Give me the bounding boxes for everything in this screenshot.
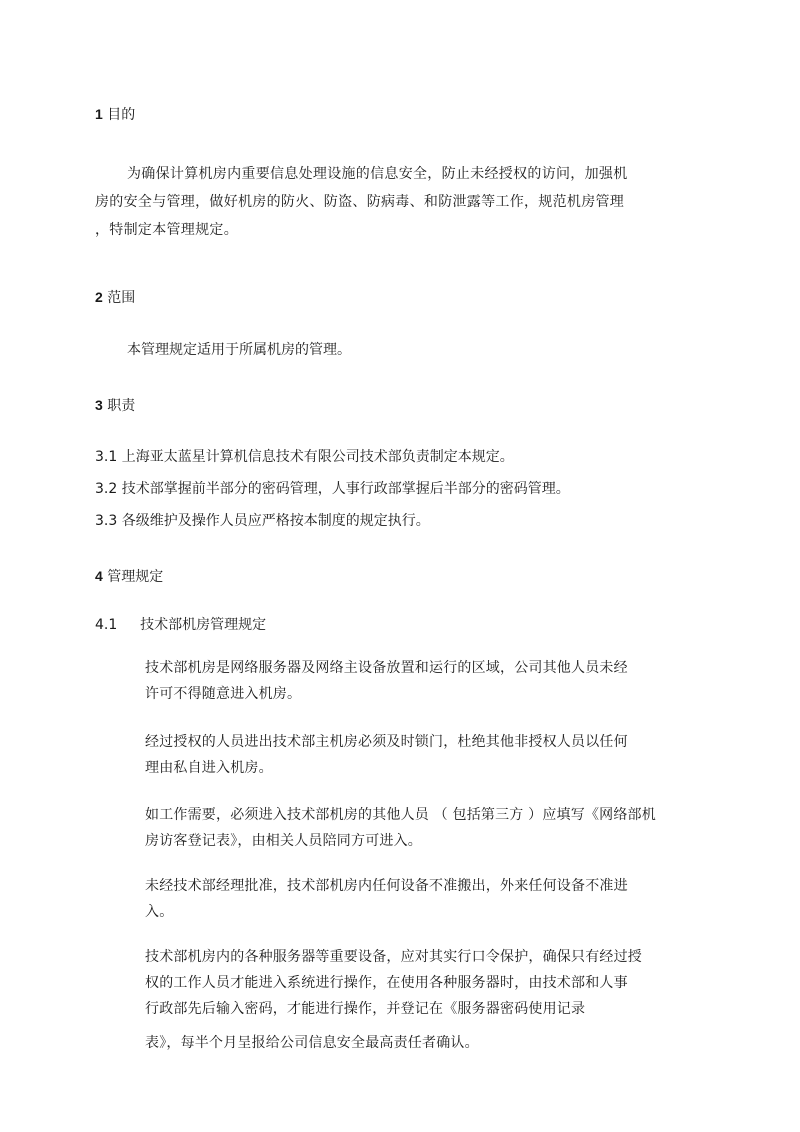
paragraph-line: ，特制定本管理规定。 bbox=[95, 222, 238, 238]
paragraph-line: 经过授权的人员进出技术部主机房必须及时锁门，杜绝其他非授权人员以任何 bbox=[145, 734, 628, 750]
subsection-4-1-heading bbox=[95, 614, 266, 634]
rule-paragraph bbox=[145, 802, 656, 854]
paragraph-line: 房的安全与管理，做好机房的防火、防盗、防病毒、和防泄露等工作，规范机房管理 bbox=[95, 194, 625, 210]
paragraph-line: 技术部机房是网络服务器及网络主设备放置和运行的区域，公司其他人员未经 bbox=[145, 660, 628, 676]
section-1-body bbox=[95, 160, 628, 244]
subsection-title: 技术部机房管理规定 bbox=[140, 617, 267, 633]
section-number: 4 bbox=[95, 568, 103, 584]
section-title: 管理规定 bbox=[107, 569, 164, 585]
section-4-heading bbox=[95, 566, 163, 586]
section-number: 2 bbox=[95, 289, 103, 305]
rule-paragraph bbox=[145, 655, 628, 707]
paragraph-line: 行政部先后输入密码，才能进行操作，并登记在《服务器密码使用记录 bbox=[145, 1001, 586, 1017]
list-item: 3.2 技术部掌握前半部分的密码管理，人事行政部掌握后半部分的密码管理。 bbox=[95, 481, 570, 497]
section-3-heading bbox=[95, 395, 135, 415]
section-title: 范围 bbox=[107, 290, 136, 306]
section-2-heading bbox=[95, 287, 135, 307]
section-1-heading bbox=[95, 104, 135, 124]
rule-paragraph bbox=[145, 1030, 479, 1056]
rule-paragraph bbox=[145, 944, 642, 1022]
rule-paragraph bbox=[145, 729, 628, 781]
paragraph-line: 技术部机房内的各种服务器等重要设备，应对其实行口令保护，确保只有经过授 bbox=[145, 949, 642, 965]
paragraph-line: 许可不得随意进入机房。 bbox=[145, 686, 302, 702]
list-item: 3.1 上海亚太蓝星计算机信息技术有限公司技术部负责制定本规定。 bbox=[95, 449, 514, 465]
paragraph-line: 入。 bbox=[145, 904, 174, 920]
rule-paragraph bbox=[145, 873, 628, 925]
list-item: 3.3 各级维护及操作人员应严格按本制度的规定执行。 bbox=[95, 513, 430, 529]
paragraph-line: 权的工作人员才能进入系统进行操作，在使用各种服务器时，由技术部和人事 bbox=[145, 975, 628, 991]
section-title: 职责 bbox=[107, 398, 136, 414]
paragraph-line: 未经技术部经理批准，技术部机房内任何设备不准搬出，外来任何设备不准进 bbox=[145, 878, 628, 894]
section-number: 1 bbox=[95, 106, 103, 122]
subsection-number: 4.1 bbox=[95, 617, 118, 633]
paragraph-line: 理由私自进入机房。 bbox=[145, 760, 273, 776]
paragraph-line: 如工作需要，必须进入技术部机房的其他人员 （ 包括第三方 ）应填写《网络部机 bbox=[145, 807, 656, 823]
section-2-body: 本管理规定适用于所属机房的管理。 bbox=[127, 342, 351, 358]
paragraph-line: 表》，每半个月呈报给公司信息安全最高责任者确认。 bbox=[145, 1035, 479, 1051]
section-number: 3 bbox=[95, 397, 103, 413]
paragraph-line: 房访客登记表》，由相关人员陪同方可进入。 bbox=[145, 833, 422, 849]
paragraph-line: 为确保计算机房内重要信息处理设施的信息安全，防止未经授权的访问，加强机 bbox=[127, 166, 628, 182]
section-title: 目的 bbox=[107, 107, 136, 123]
